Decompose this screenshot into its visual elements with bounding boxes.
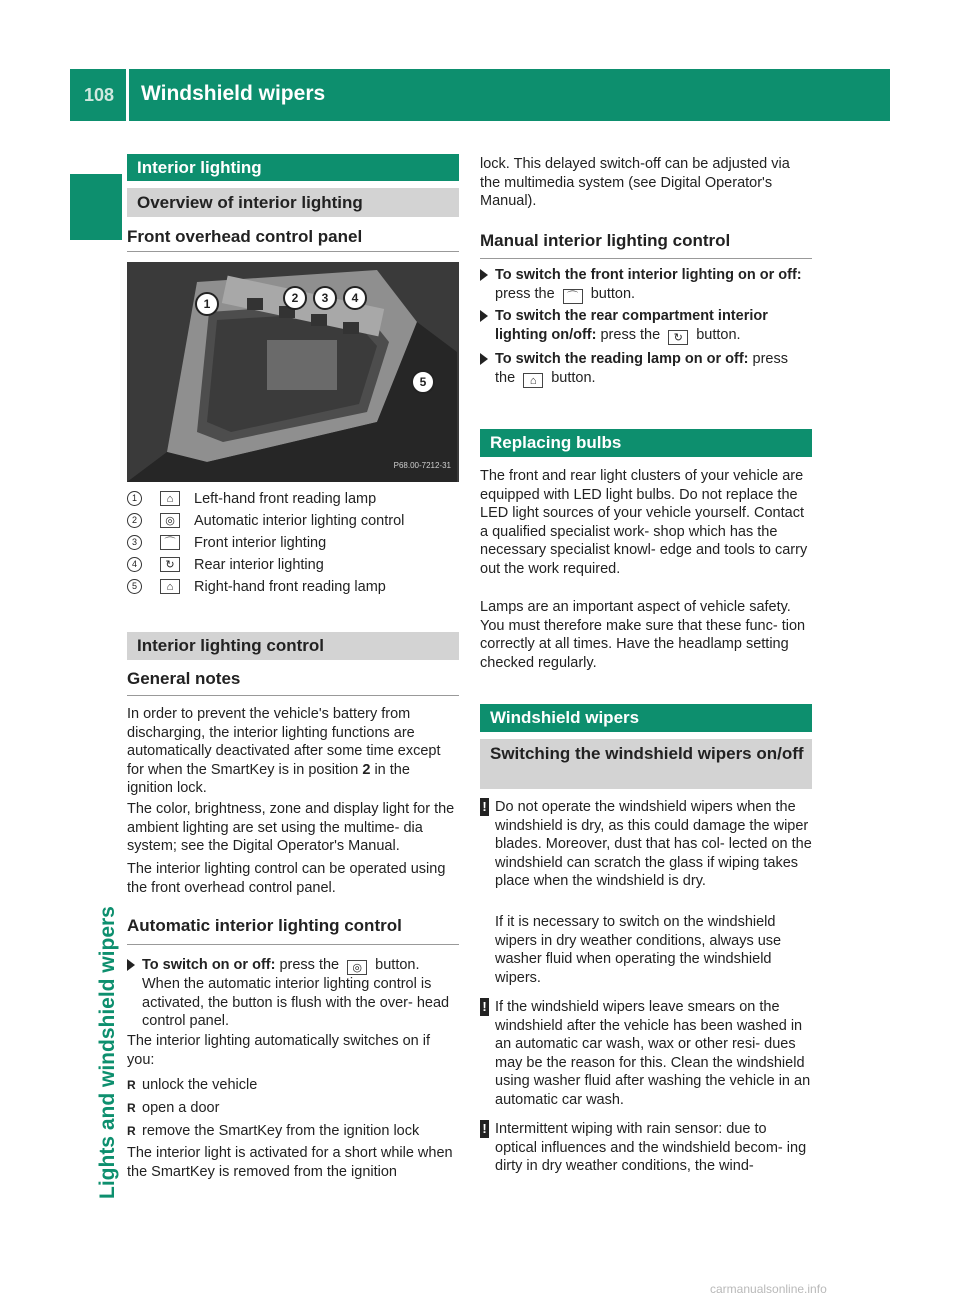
- header-divider: [126, 69, 129, 121]
- overhead-panel-photo: [127, 262, 459, 482]
- legend-item: [127, 556, 459, 576]
- page-title: Windshield wipers: [141, 82, 326, 105]
- legend-item: [127, 490, 459, 510]
- legend-number: 5: [127, 579, 142, 594]
- step-text-end: button.: [692, 326, 741, 343]
- step-text: press the: [495, 351, 788, 386]
- callout-1: 1: [195, 292, 219, 316]
- page-header: [70, 69, 890, 121]
- step-arrow-icon: [127, 959, 135, 971]
- chapter-label: Lights and windshield wipers: [96, 906, 119, 1199]
- step-text-end: button. When the automatic interior lighting control is activated, the button is flush with the over- head control panel.: [142, 957, 450, 1030]
- auto-step: [127, 956, 459, 1031]
- warning-icon: !: [480, 798, 489, 816]
- warning-note: [480, 1120, 812, 1176]
- auto-paragraph-2: The interior light is activated for a short while when the SmartKey is removed from the ignition: [127, 1145, 453, 1180]
- list-item-text: open a door: [142, 1100, 220, 1116]
- list-item-text: remove the SmartKey from the ignition lock: [142, 1123, 420, 1139]
- step-arrow-icon: [480, 353, 488, 365]
- section-title-replacing-bulbs: Replacing bulbs: [480, 429, 812, 457]
- legend-item: [127, 578, 459, 598]
- warning-icon: !: [480, 998, 489, 1016]
- general-notes-p1: [127, 705, 459, 798]
- section-title-windshield-wipers: Windshield wipers: [480, 704, 812, 732]
- warning-icon: !: [480, 1120, 489, 1138]
- legend-number: 3: [127, 535, 142, 550]
- warning-text: Do not operate the windshield wipers when the windshield is dry, as this could damage the wiper blades. Moreover, dust that has col- lected on the windshield can scratch the glass if wiping takes place when the windshield is dry.: [495, 799, 812, 890]
- warning-text: Intermittent wiping with rain sensor: due to optical influences and the windshield becom- ing dirty in dry weather conditions, the wind-: [495, 1121, 807, 1175]
- legend-text: Automatic interior lighting control: [194, 513, 405, 529]
- list-item: [127, 1076, 459, 1095]
- bullet-icon: R: [127, 1124, 136, 1138]
- auto-light-icon: ◎: [347, 960, 367, 975]
- chapter-marker: [70, 174, 122, 240]
- general-notes-p2: The color, brightness, zone and display light for the ambient lighting are set using the multime- dia system; see the Digital Operator's Manual.: [127, 801, 455, 855]
- legend-number: 4: [127, 557, 142, 572]
- step-arrow-icon: [480, 310, 488, 322]
- manual-step: [480, 307, 812, 345]
- callout-2: 2: [283, 286, 307, 310]
- bulbs-paragraph-1: The front and rear light clusters of your vehicle are equipped with LED light bulbs. Do not replace the LED light sources of your vehicle yourself. Contact a qualified specialist work- shop which has the necessary specialist knowl- edge and tools to carry out the work required.: [480, 468, 808, 577]
- reading-lamp-icon: ⌂: [160, 491, 180, 506]
- subsection-switching-wipers: Switching the windshield wipers on/off: [480, 739, 812, 789]
- section-title-interior-lighting: Interior lighting: [127, 154, 459, 181]
- photo-code: P68.00-7212-31: [393, 461, 451, 471]
- list-item: [127, 1099, 459, 1118]
- step-arrow-icon: [480, 269, 488, 281]
- step-text: press the: [596, 326, 665, 343]
- legend-number: 2: [127, 513, 142, 528]
- list-item: [127, 1122, 459, 1141]
- heading-front-panel: Front overhead control panel: [127, 228, 459, 252]
- step-label: To switch the front interior lighting on or off:: [495, 267, 802, 283]
- front-light-icon: ⌒: [160, 535, 180, 550]
- legend-item: [127, 534, 459, 554]
- callout-4: 4: [343, 286, 367, 310]
- auto-light-icon: ◎: [160, 513, 180, 528]
- front-light-icon: ⌒: [563, 289, 583, 304]
- legend-text: Front interior lighting: [194, 535, 327, 551]
- legend-number: 1: [127, 491, 142, 506]
- general-notes-p1-text: In order to prevent the vehicle's battery from discharging, the interior lighting functions are automatically deactivated after some time except for when the SmartKey is in position: [127, 706, 441, 778]
- bullet-icon: R: [127, 1078, 136, 1092]
- reading-lamp-icon: ⌂: [160, 579, 180, 594]
- bulbs-paragraph-2: Lamps are an important aspect of vehicle safety. You must therefore make sure that these func- tion correctly at all times. Have the headlamp setting checked regularly.: [480, 599, 806, 671]
- warning-note-continued: [480, 913, 812, 987]
- manual-step: [480, 350, 812, 388]
- warning-note: [480, 798, 812, 891]
- chapter-sidebar: [70, 121, 122, 1281]
- bullet-icon: R: [127, 1101, 136, 1115]
- callout-5: 5: [411, 370, 435, 394]
- warning-text: If the windshield wipers leave smears on the windshield after the vehicle has been washed in an automatic car wash, wax or other resi- dues may be the reason for this. Clean the windshield using washer fluid after washing the vehicle in an automatic car wash.: [495, 999, 811, 1108]
- continued-paragraph: lock. This delayed switch-off can be adjusted via the multimedia system (see Digital Operator's Manual).: [480, 156, 790, 210]
- heading-general-notes: General notes: [127, 670, 459, 696]
- legend-text: Right-hand front reading lamp: [194, 579, 386, 595]
- subsection-overview: Overview of interior lighting: [127, 188, 459, 217]
- legend-item: [127, 512, 459, 532]
- rear-light-icon: ↻: [668, 330, 688, 345]
- legend-text: Left-hand front reading lamp: [194, 491, 377, 507]
- rear-light-icon: ↻: [160, 557, 180, 572]
- heading-manual-lighting: Manual interior lighting control: [480, 232, 812, 259]
- heading-auto-lighting: Automatic interior lighting control: [127, 917, 459, 945]
- subsection-lighting-control: Interior lighting control: [127, 632, 459, 660]
- step-label: To switch on or off:: [142, 957, 276, 973]
- footer-site: carmanualsonline.info: [710, 1282, 827, 1296]
- step-label: To switch the reading lamp on or off:: [495, 351, 749, 367]
- general-notes-p1-end: in the ignition lock.: [127, 761, 410, 797]
- position-value: 2: [362, 761, 371, 778]
- page-number: 108: [84, 85, 115, 105]
- auto-paragraph: The interior lighting automatically switches on if you:: [127, 1033, 431, 1068]
- reading-lamp-icon: ⌂: [523, 373, 543, 388]
- warning-text: If it is necessary to switch on the windshield wipers in dry weather conditions, always use washer fluid when operating the windshield wipers.: [495, 914, 782, 986]
- warning-note: [480, 998, 812, 1110]
- general-notes-p3: The interior lighting control can be operated using the front overhead control panel.: [127, 861, 446, 896]
- step-text: press the: [275, 957, 344, 973]
- callout-3: 3: [313, 286, 337, 310]
- legend-text: Rear interior lighting: [194, 557, 324, 573]
- step-text-end: button.: [586, 285, 636, 302]
- step-label: To switch the rear compartment interior lighting on/off:: [495, 308, 768, 343]
- step-text-end: button.: [547, 369, 596, 386]
- manual-step: [480, 266, 812, 304]
- list-item-text: unlock the vehicle: [142, 1077, 258, 1093]
- step-text: press the: [495, 285, 559, 302]
